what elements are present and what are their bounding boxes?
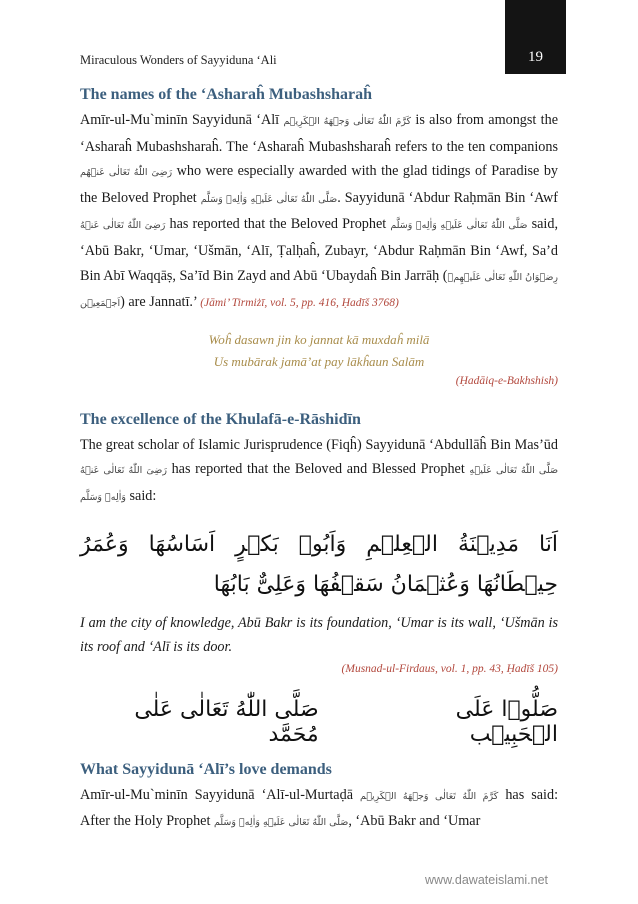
reference: (Jāmi’ Tirmiżī, vol. 5, pp. 416, Ḥadīš 3768) [200, 297, 399, 310]
section-khulafa [80, 411, 558, 675]
salawat-call: صَلُّوۡا عَلَی الۡحَبِیۡب [455, 696, 558, 747]
text: has reported that the Beloved Prophet [169, 216, 387, 233]
salawat [80, 697, 558, 747]
arabic-honorific: صَلَّی اللّٰهُ تَعَالٰی عَلَیۡهِ وَاٰلِهٖ وَسَلَّم [213, 817, 349, 829]
arabic-honorific: رَضِیَ اللّٰهُ تَعَالٰی عَنۡهُ [80, 220, 166, 232]
text: who were especially awarded with the glad tidings of Paradise by the Beloved Prophet [80, 163, 559, 206]
page-number: 19 [505, 0, 566, 74]
arabic-hadith: اَنَا مَدِيۡنَةُ الۡعِلۡمِ وَاَبُوۡ بَكۡرٍ اَسَاسُهَا وَعُمَرُ حِيۡطَانُهَا وَعُثۡمَانُ سَقۡفُهَا وَعَلِیٌّ بَابُهَا [80, 531, 558, 597]
text: Amīr-ul-Mu`minīn Sayyidunā ‘Alī-ul-Murtaḍā [80, 786, 353, 803]
paragraph-asharah [80, 108, 558, 317]
text: said: [129, 487, 157, 504]
section-heading-love: What Sayyidunā ‘Alī’s love demands [80, 760, 332, 778]
paragraph-khulafa [80, 433, 558, 511]
poem-line-1: Woĥ dasawn jin ko jannat kā muxdaĥ milā [208, 331, 430, 347]
arabic-honorific: كَرَّمَ اللّٰهُ تَعَالٰی وَجۡهَهُ الۡكَرِيۡم [283, 116, 412, 127]
section-heading-khulafa: The excellence of the Khulafā-e-Rāshidīn [80, 410, 361, 428]
arabic-honorific: صَلَّی اللّٰهُ تَعَالٰی عَلَیۡهِ وَاٰلِهٖ وَسَلَّم [80, 465, 559, 503]
text: Amīr-ul-Mu`minīn Sayyidunā ‘Alī [80, 112, 280, 128]
arabic-honorific: كَرَّمَ اللّٰهُ تَعَالٰی وَجۡهَهُ الۡكَرِيۡم [360, 790, 499, 802]
paragraph-love [80, 783, 558, 836]
text: has said: After the Holy Prophet [80, 786, 559, 830]
page-content [80, 86, 558, 836]
hadith-translation: I am the city of knowledge, Abū Bakr is its foundation, ‘Umar is its wall, ‘Ušmān is its roof and ‘Alī is its door. [80, 614, 558, 655]
arabic-honorific: رِضۡوَانُ اللّٰهِ تَعَالٰی عَلَیۡهِمۡ اَجۡمَعِیۡن [80, 271, 558, 310]
running-header: Miraculous Wonders of Sayyiduna ‘Ali [80, 53, 277, 67]
text: , ‘Abū Bakr and ‘Umar [348, 813, 481, 830]
text: The great scholar of Islamic Jurisprudence (Fiqĥ) Sayyidunā ‘Abdullāĥ Bin Mas’ūd [80, 436, 558, 453]
salawat-response: صَلَّی اللّٰهُ تَعَالٰی عَلٰی مُحَمَّد [134, 696, 319, 747]
footer-url: www.dawateislami.net [425, 873, 548, 887]
text: said, ‘Abū Bakr, ‘Umar, ‘Ušmān, ‘Alī, Ṭalḥaĥ, Zubayr, ‘Abdur Raḥmān Bin ‘Awf, Sa’d Bin Abī Waqqāṣ, Sa’īd Bin Zayd and Abū ‘Ubaydaĥ Bin Jarrāḥ ( [80, 216, 558, 284]
poem-source: (Ḥadāiq-e-Bakhshish) [455, 374, 558, 387]
text: ) are Jannatī.’ [120, 294, 197, 311]
arabic-honorific: صَلَّی اللّٰهُ تَعَالٰی عَلَیۡهِ وَاٰلِهٖ وَسَلَّم [200, 193, 338, 205]
text: . Sayyidunā ‘Abdur Raḥmān Bin ‘Awf [337, 189, 558, 206]
arabic-honorific: رَضِیَ اللّٰهُ تَعَالٰی عَنۡهُ [80, 465, 167, 477]
text: is also from amongst the ‘Asharaĥ Mubashsharaĥ. The ‘Asharaĥ Mubashsharaĥ refers to the ten companions [80, 112, 559, 155]
poem [80, 329, 558, 373]
arabic-honorific: صَلَّی اللّٰهُ تَعَالٰی عَلَیۡهِ وَاٰلِهٖ وَسَلَّم [390, 220, 528, 232]
poem-line-2: Us mubārak jamā’at pay lākĥaun Salām [213, 353, 425, 369]
section-heading-asharah: The names of the ‘Asharaĥ Mubashsharaĥ [80, 86, 373, 103]
arabic-honorific: رَضِیَ اللّٰهُ تَعَالٰی عَنۡهُم [80, 167, 173, 179]
hadith-reference: (Musnad-ul-Firdaus, vol. 1, pp. 43, Ḥadīš 105) [341, 662, 558, 675]
text: has reported that the Beloved and Blessed Prophet [171, 461, 465, 478]
